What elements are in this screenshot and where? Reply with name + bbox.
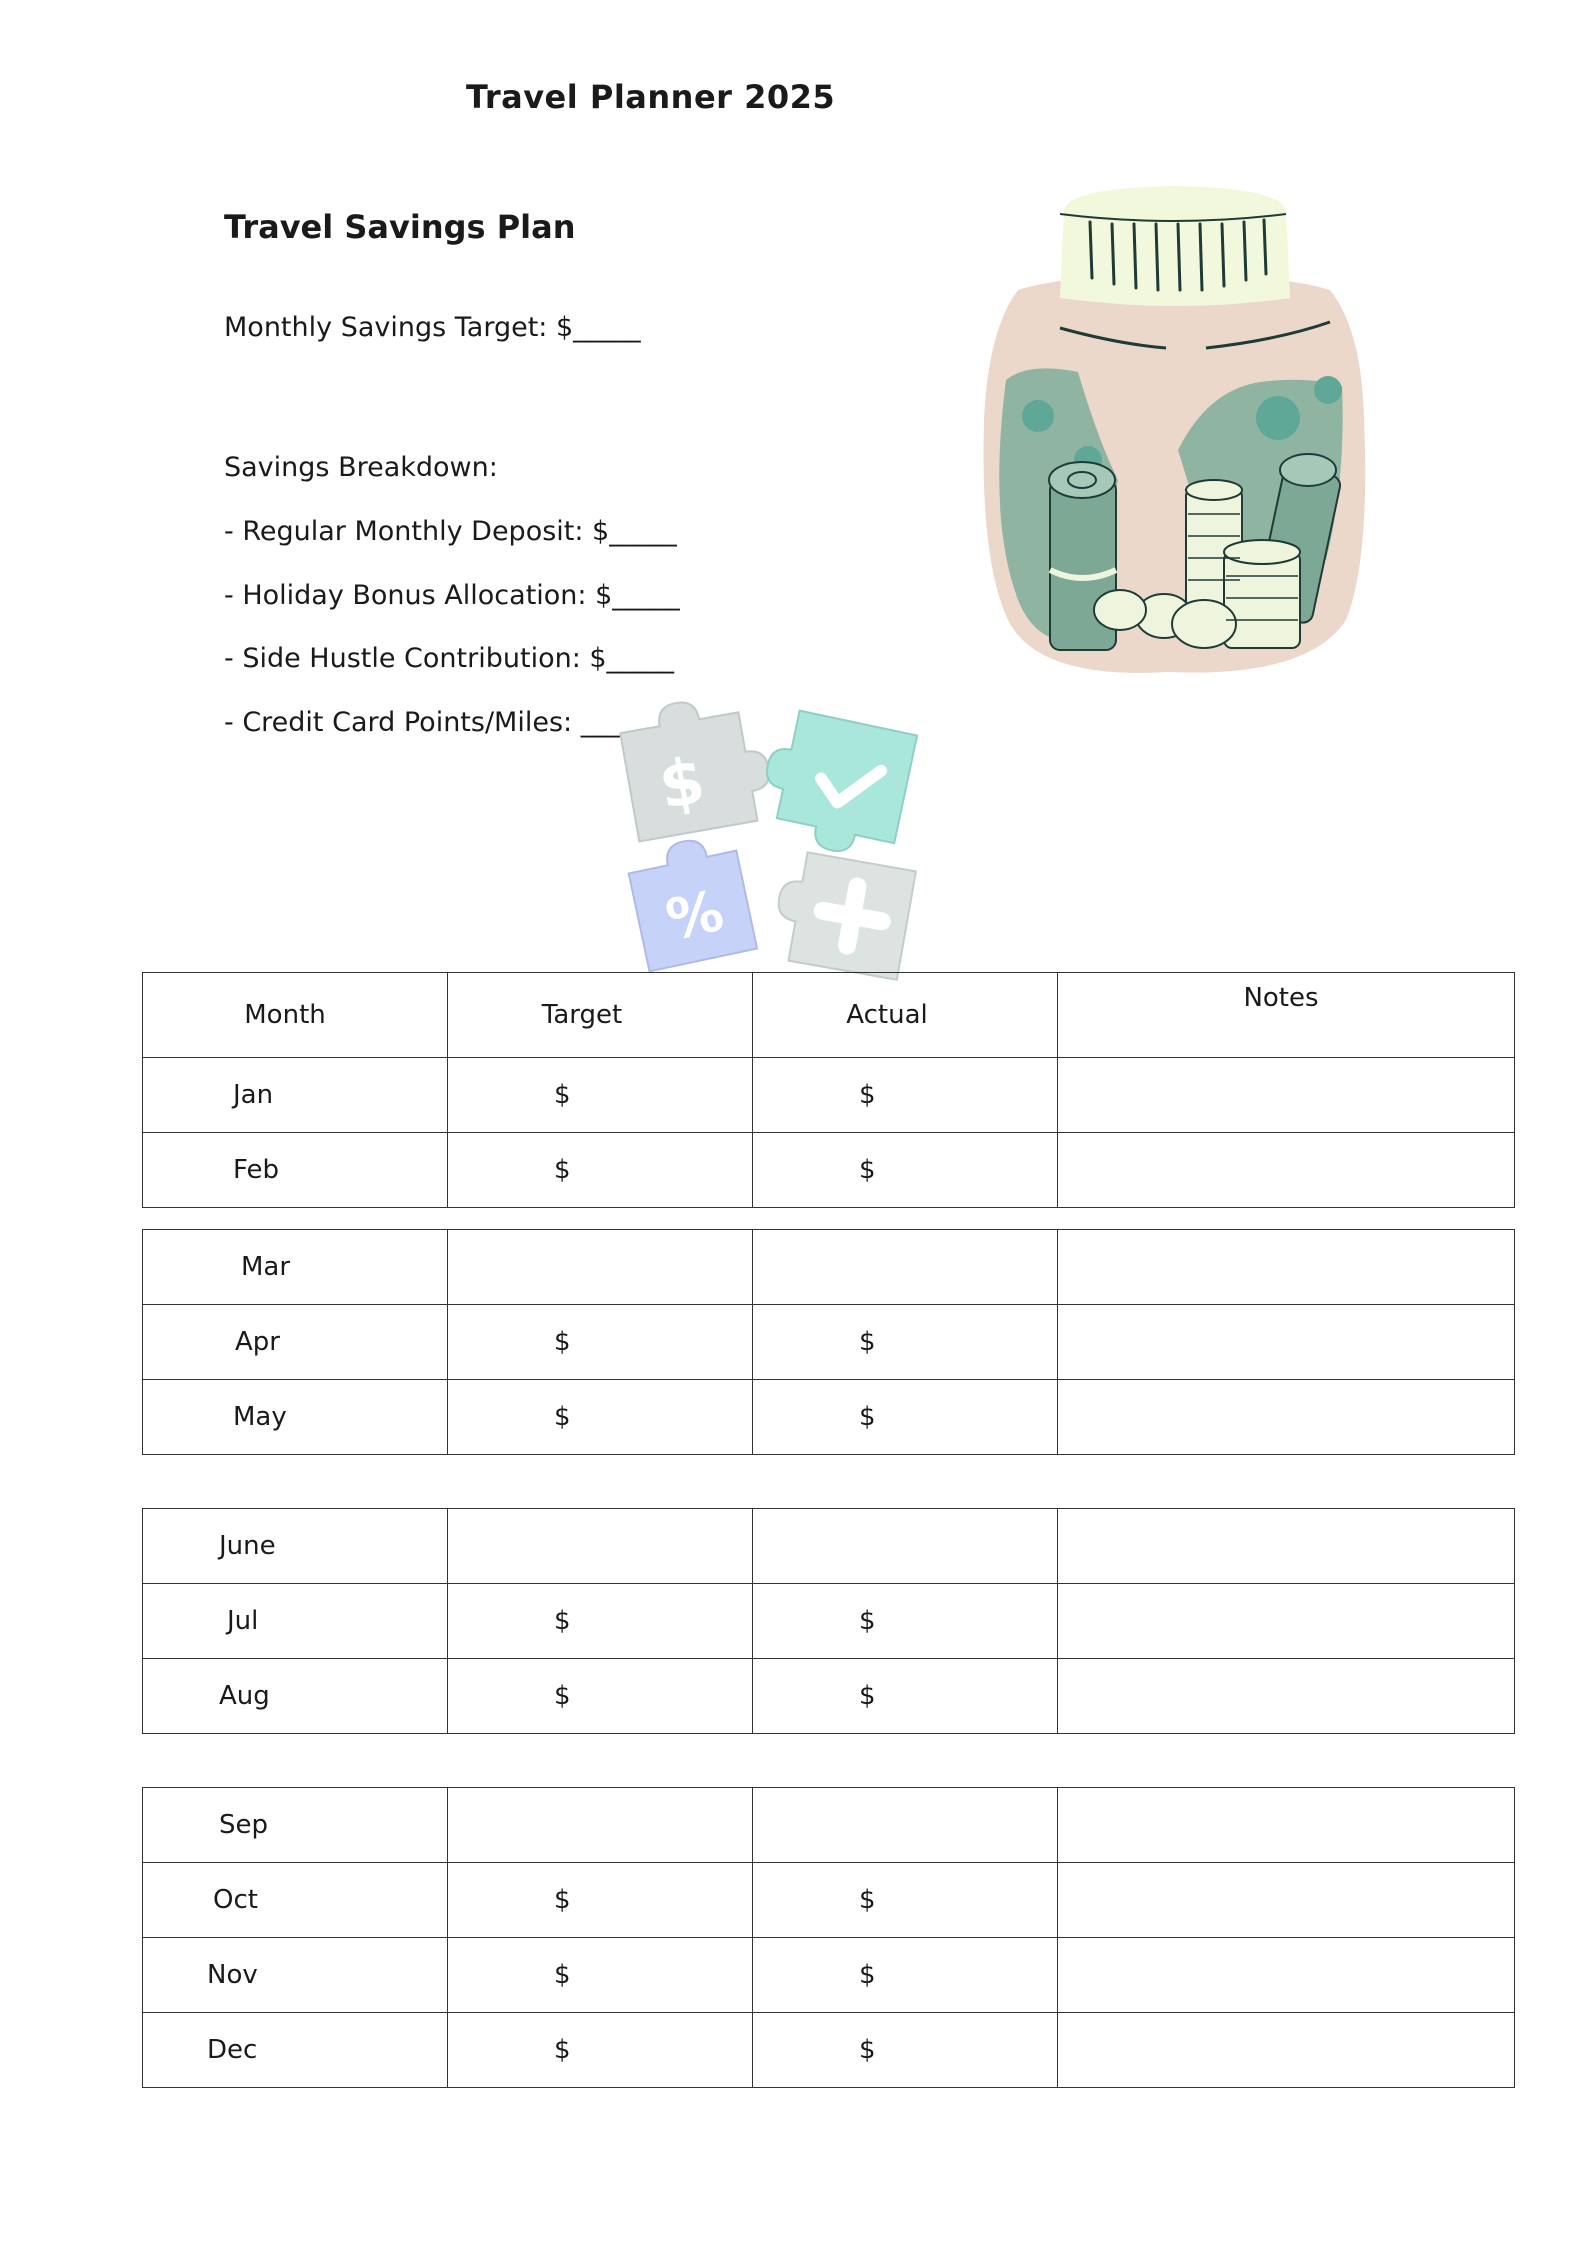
notes-cell[interactable] bbox=[1058, 1133, 1515, 1208]
target-cell[interactable]: $ bbox=[448, 1584, 753, 1659]
notes-cell[interactable] bbox=[1058, 1230, 1515, 1305]
month-cell: Nov bbox=[143, 1938, 448, 2013]
header-actual: Actual bbox=[753, 973, 1058, 1058]
table-row bbox=[143, 1133, 1515, 1208]
table-row bbox=[143, 1788, 1515, 1863]
table-row bbox=[143, 1863, 1515, 1938]
header-notes: Notes bbox=[1058, 973, 1515, 1058]
notes-cell[interactable] bbox=[1058, 1509, 1515, 1584]
target-cell[interactable]: $ bbox=[448, 1659, 753, 1734]
month-cell: Aug bbox=[143, 1659, 448, 1734]
actual-cell[interactable]: $ bbox=[753, 1058, 1058, 1133]
monthly-savings-target: Monthly Savings Target: $_____ bbox=[224, 312, 641, 343]
header-target: Target bbox=[448, 973, 753, 1058]
savings-table-block-1 bbox=[142, 972, 1515, 1208]
target-cell[interactable] bbox=[448, 1509, 753, 1584]
notes-cell[interactable] bbox=[1058, 1305, 1515, 1380]
table-row bbox=[143, 1380, 1515, 1455]
notes-cell[interactable] bbox=[1058, 1938, 1515, 2013]
table-row bbox=[143, 1305, 1515, 1380]
month-cell: May bbox=[143, 1380, 448, 1455]
notes-cell[interactable] bbox=[1058, 1863, 1515, 1938]
target-cell[interactable]: $ bbox=[448, 1938, 753, 2013]
actual-cell[interactable]: $ bbox=[753, 1938, 1058, 2013]
target-cell[interactable]: $ bbox=[448, 2013, 753, 2088]
actual-cell[interactable]: $ bbox=[753, 1584, 1058, 1659]
savings-table-block-2 bbox=[142, 1229, 1515, 1455]
actual-cell[interactable]: $ bbox=[753, 1380, 1058, 1455]
header-month: Month bbox=[143, 973, 448, 1058]
table-row bbox=[143, 1058, 1515, 1133]
table-row bbox=[143, 1230, 1515, 1305]
table-row bbox=[143, 1938, 1515, 2013]
table-header-row bbox=[143, 973, 1515, 1058]
month-cell: Oct bbox=[143, 1863, 448, 1938]
notes-cell[interactable] bbox=[1058, 1380, 1515, 1455]
table-row bbox=[143, 1509, 1515, 1584]
month-cell: Sep bbox=[143, 1788, 448, 1863]
actual-cell[interactable] bbox=[753, 1230, 1058, 1305]
notes-cell[interactable] bbox=[1058, 2013, 1515, 2088]
table-row bbox=[143, 2013, 1515, 2088]
actual-cell[interactable]: $ bbox=[753, 2013, 1058, 2088]
actual-cell[interactable]: $ bbox=[753, 1305, 1058, 1380]
savings-plan-heading: Travel Savings Plan bbox=[224, 208, 576, 246]
notes-cell[interactable] bbox=[1058, 1788, 1515, 1863]
target-cell[interactable] bbox=[448, 1788, 753, 1863]
savings-table-block-4 bbox=[142, 1787, 1515, 2088]
actual-cell[interactable]: $ bbox=[753, 1863, 1058, 1938]
target-cell[interactable]: $ bbox=[448, 1133, 753, 1208]
target-cell[interactable]: $ bbox=[448, 1058, 753, 1133]
notes-cell[interactable] bbox=[1058, 1584, 1515, 1659]
target-cell[interactable]: $ bbox=[448, 1305, 753, 1380]
breakdown-item-side-hustle: - Side Hustle Contribution: $_____ bbox=[224, 643, 675, 674]
notes-cell[interactable] bbox=[1058, 1659, 1515, 1734]
table-row bbox=[143, 1584, 1515, 1659]
month-cell: Mar bbox=[143, 1230, 448, 1305]
breakdown-item-regular-deposit: - Regular Monthly Deposit: $_____ bbox=[224, 516, 677, 547]
actual-cell[interactable] bbox=[753, 1788, 1058, 1863]
month-cell: Jul bbox=[143, 1584, 448, 1659]
month-cell: June bbox=[143, 1509, 448, 1584]
actual-cell[interactable]: $ bbox=[753, 1659, 1058, 1734]
month-cell: Jan bbox=[143, 1058, 448, 1133]
savings-jar-icon bbox=[978, 180, 1370, 680]
month-cell: Feb bbox=[143, 1133, 448, 1208]
savings-table-block-3 bbox=[142, 1508, 1515, 1734]
puzzle-percent-icon: % bbox=[660, 878, 730, 954]
month-cell: Apr bbox=[143, 1305, 448, 1380]
puzzle-dollar-icon: $ bbox=[653, 743, 711, 825]
target-cell[interactable]: $ bbox=[448, 1380, 753, 1455]
finance-puzzle-icon bbox=[608, 692, 938, 992]
breakdown-item-holiday-bonus: - Holiday Bonus Allocation: $_____ bbox=[224, 580, 680, 611]
notes-cell[interactable] bbox=[1058, 1058, 1515, 1133]
table-row bbox=[143, 1659, 1515, 1734]
target-cell[interactable]: $ bbox=[448, 1863, 753, 1938]
breakdown-item-credit-card-points: - Credit Card Points/Miles: _____ bbox=[224, 707, 649, 738]
actual-cell[interactable] bbox=[753, 1509, 1058, 1584]
month-cell: Dec bbox=[143, 2013, 448, 2088]
target-cell[interactable] bbox=[448, 1230, 753, 1305]
savings-breakdown-heading: Savings Breakdown: bbox=[224, 452, 498, 483]
actual-cell[interactable]: $ bbox=[753, 1133, 1058, 1208]
page-title: Travel Planner 2025 bbox=[466, 78, 836, 116]
